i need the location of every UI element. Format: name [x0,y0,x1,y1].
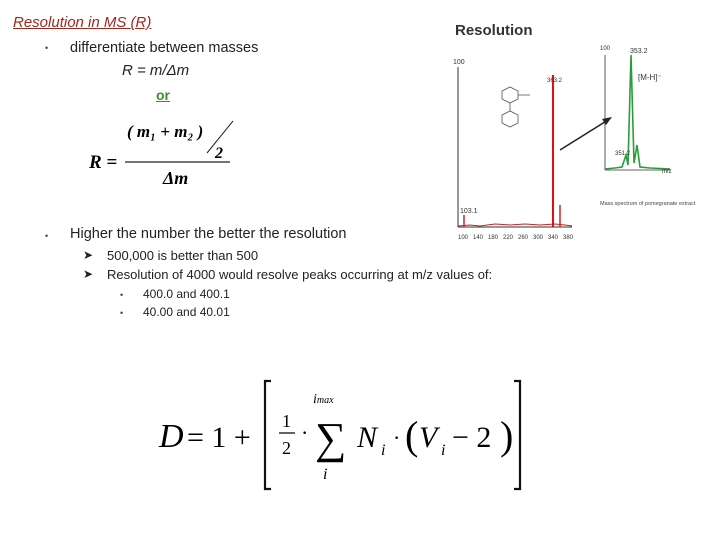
inset-x-label: m/z [662,169,672,175]
inset-ion-label: [M-H]⁻ [638,73,662,82]
spectrum-baseline [458,224,572,226]
formula-equals-one: = 1 + [187,421,251,454]
figure-caption: Mass spectrum of pomegranate extract [600,201,696,207]
degree-formula [155,375,530,495]
bullet-dot: • [120,308,124,318]
figure-title: Resolution [455,22,533,39]
sub-sub-item-1: 400.0 and 400.1 [143,287,230,301]
bullet-higher-resolution: Higher the number the better the resolution [70,226,347,242]
formula-v: V [419,421,438,454]
sum-upper-limit: imax [313,392,334,407]
half-numerator: 1 [282,411,291,431]
inset-peak-label: 351.2 [615,151,631,157]
x-tick: 380 [563,235,574,241]
formula-minus-two: − 2 [452,421,492,454]
formula-d: D [159,418,184,455]
half-denominator: 2 [282,438,291,458]
x-tick: 260 [518,235,529,241]
fraction-numerator: ( m₁ + m₂ ) [127,122,204,141]
bullet-dot: • [45,43,49,53]
x-tick: 220 [503,235,514,241]
inset-peak-label: 353.2 [630,48,648,55]
fraction-lhs: R = [89,152,118,173]
peak-label: 363.2 [547,78,563,84]
formula-n: N [357,421,378,454]
left-paren: ( [405,413,419,458]
mass-spectrum-figure [440,15,710,245]
or-label: or [156,87,170,103]
x-tick: 340 [548,235,559,241]
molecule-structure [502,87,530,127]
zoom-arrow [560,120,608,150]
fraction-two: 2 [215,145,223,162]
right-bracket [514,381,520,489]
y-top-label: 100 [453,59,465,66]
x-tick: 100 [458,235,469,241]
fraction-denominator: Δm [163,168,189,188]
sub-item-2: Resolution of 4000 would resolve peaks occurring at m/z values of: [107,267,493,282]
sum-icon: ∑ [315,414,347,463]
right-paren: ) [500,413,514,458]
bullet-dot: • [120,290,124,300]
dot-operator: · [301,420,309,445]
arrow-head-icon [602,117,612,125]
resolution-equation: R = m/Δm [122,62,190,79]
bullet-differentiate: differentiate between masses [70,40,259,56]
slide-title: Resolution in MS (R) [13,14,152,31]
sub-sub-item-2: 40.00 and 40.01 [143,305,230,319]
formula-v-subscript: i [441,442,446,459]
x-tick: 180 [488,235,499,241]
x-ticks [458,235,574,241]
bullet-dot: • [45,231,49,241]
dot-operator: · [393,425,401,450]
x-tick: 300 [533,235,544,241]
sub-item-1: 500,000 is better than 500 [107,248,259,263]
peak-label: 103.1 [460,208,478,215]
formula-n-subscript: i [381,442,386,459]
sum-lower-limit: i [323,466,328,483]
x-tick: 140 [473,235,484,241]
chevron-right-icon: ➤ [83,267,94,281]
left-bracket [265,381,271,489]
chevron-right-icon: ➤ [83,248,94,262]
inset-y-label: 100 [600,46,611,52]
resolution-fraction-formula [85,115,245,190]
